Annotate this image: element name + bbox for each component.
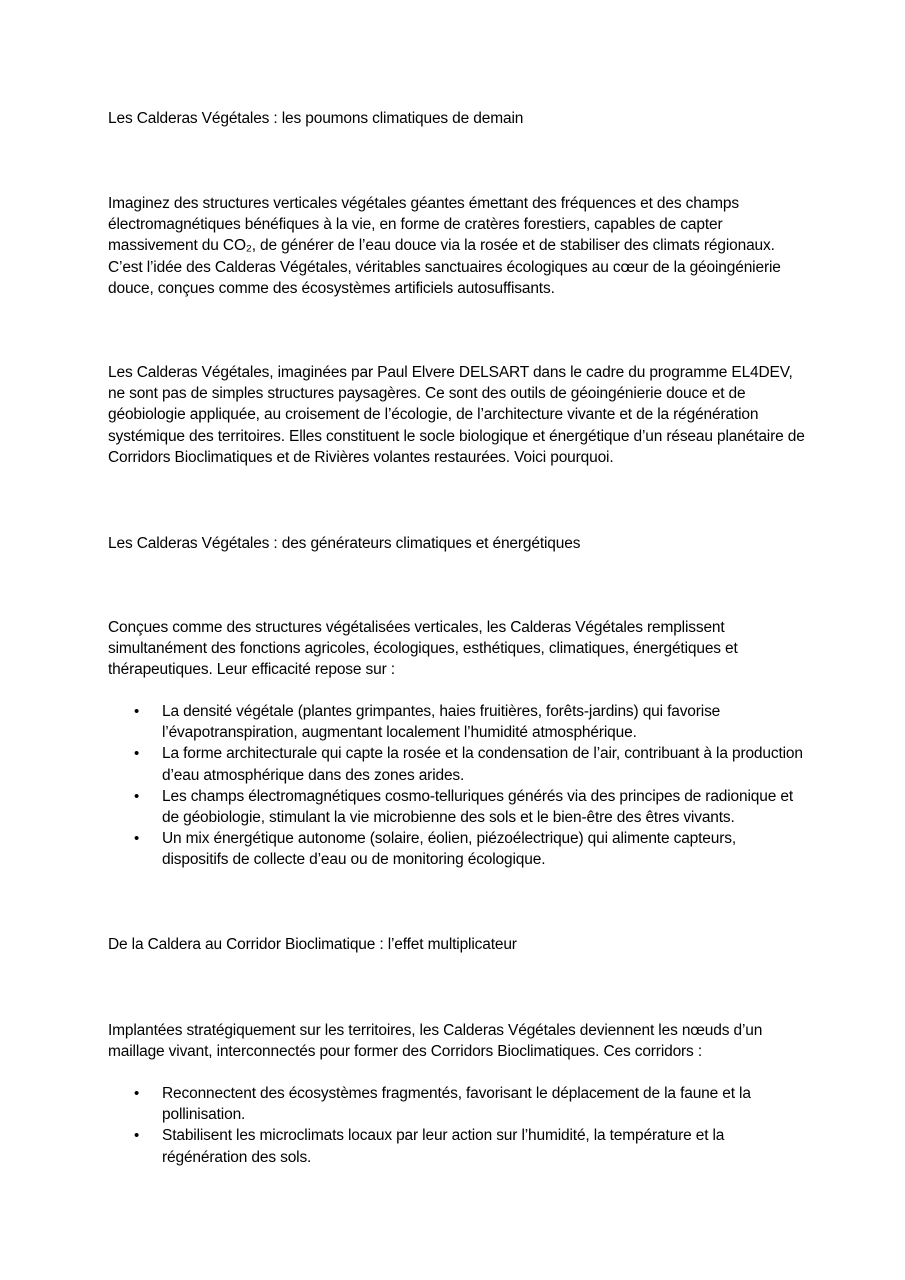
list-item-line: d’eau atmosphérique dans des zones arides. xyxy=(162,766,465,784)
list-item-line: l’évapotranspiration, augmentant localement l’humidité atmosphérique. xyxy=(162,724,637,742)
context-line: géobiologie appliquée, au croisement de l’écologie, de l’architecture vivante et de la régénération xyxy=(108,406,759,424)
section-heading-multiplier xyxy=(108,934,808,955)
section-heading-generators xyxy=(108,533,808,554)
heading-text: De la Caldera au Corridor Bioclimatique : l’effet multiplicateur xyxy=(108,936,517,953)
list-item xyxy=(108,786,808,828)
list-item-line: Les champs électromagnétiques cosmo-telluriques générés via des principes de radionique et xyxy=(162,787,793,805)
bullet-icon: • xyxy=(134,830,140,848)
bullet-list-corridors xyxy=(108,1083,808,1168)
design-line: simultanément des fonctions agricoles, écologiques, esthétiques, climatiques, énergétiques et xyxy=(108,640,738,658)
list-item-line: Un mix énergétique autonome (solaire, éolien, piézoélectrique) qui alimente capteurs, xyxy=(162,830,736,848)
design-paragraph xyxy=(108,617,808,681)
list-item xyxy=(108,828,808,870)
list-item xyxy=(108,701,808,743)
context-line: Les Calderas Végétales, imaginées par Paul Elvere DELSART dans le cadre du programme EL4DEV, xyxy=(108,364,793,381)
bullet-icon: • xyxy=(134,787,140,805)
bullet-icon: • xyxy=(134,1085,140,1102)
design-line: thérapeutiques. Leur efficacité repose sur : xyxy=(108,661,395,679)
context-paragraph xyxy=(108,362,808,468)
title-text: Les Calderas Végétales : les poumons climatiques de demain xyxy=(108,110,524,127)
list-item-line: pollinisation. xyxy=(162,1106,246,1124)
heading-text: Les Calderas Végétales : des générateurs climatiques et énergétiques xyxy=(108,535,581,552)
intro-line: C’est l’idée des Calderas Végétales, véritables sanctuaires écologiques au cœur de la géoingénierie xyxy=(108,258,781,276)
list-item-line: dispositifs de collecte d’eau ou de monitoring écologique. xyxy=(162,851,546,869)
implant-line: Implantées stratégiquement sur les territoires, les Calderas Végétales deviennent les nœuds d’un xyxy=(108,1022,763,1039)
context-line: Corridors Bioclimatiques et de Rivières volantes restaurées. Voici pourquoi. xyxy=(108,448,614,466)
list-item-line: La densité végétale (plantes grimpantes, haies fruitières, forêts-jardins) qui favorise xyxy=(162,703,721,720)
intro-line: massivement du CO₂, de générer de l’eau douce via la rosée et de stabiliser des climats régionaux. xyxy=(108,237,775,255)
list-item-line: La forme architecturale qui capte la rosée et la condensation de l’air, contribuant à la production xyxy=(162,745,803,763)
bullet-icon: • xyxy=(134,1127,140,1145)
list-item-line: Stabilisent les microclimats locaux par leur action sur l’humidité, la température et la xyxy=(162,1127,725,1145)
bullet-icon: • xyxy=(134,745,140,763)
implant-paragraph xyxy=(108,1020,808,1062)
list-item xyxy=(108,743,808,785)
document-title xyxy=(108,108,808,129)
implant-line: maillage vivant, interconnectés pour former des Corridors Bioclimatiques. Ces corridors : xyxy=(108,1043,702,1061)
bullet-list-features xyxy=(108,701,808,871)
context-line: ne sont pas de simples structures paysagères. Ce sont des outils de géoingénierie douce et de xyxy=(108,385,746,403)
list-item-line: de géobiologie, stimulant la vie microbienne des sols et le bien-être des êtres vivants. xyxy=(162,809,735,827)
list-item xyxy=(108,1083,808,1125)
intro-line: douce, conçues comme des écosystèmes artificiels autosuffisants. xyxy=(108,279,555,297)
intro-paragraph xyxy=(108,193,808,299)
context-line: systémique des territoires. Elles constituent le socle biologique et énergétique d’un réseau planétaire de xyxy=(108,427,805,445)
list-item xyxy=(108,1125,808,1167)
list-item-line: régénération des sols. xyxy=(162,1148,312,1166)
list-item-line: Reconnectent des écosystèmes fragmentés, favorisant le déplacement de la faune et la xyxy=(162,1085,751,1102)
intro-line: électromagnétiques bénéfiques à la vie, en forme de cratères forestiers, capables de capter xyxy=(108,216,723,234)
intro-line: Imaginez des structures verticales végétales géantes émettant des fréquences et des champs xyxy=(108,195,739,212)
bullet-icon: • xyxy=(134,703,140,720)
design-line: Conçues comme des structures végétalisées verticales, les Calderas Végétales remplissent xyxy=(108,619,725,636)
